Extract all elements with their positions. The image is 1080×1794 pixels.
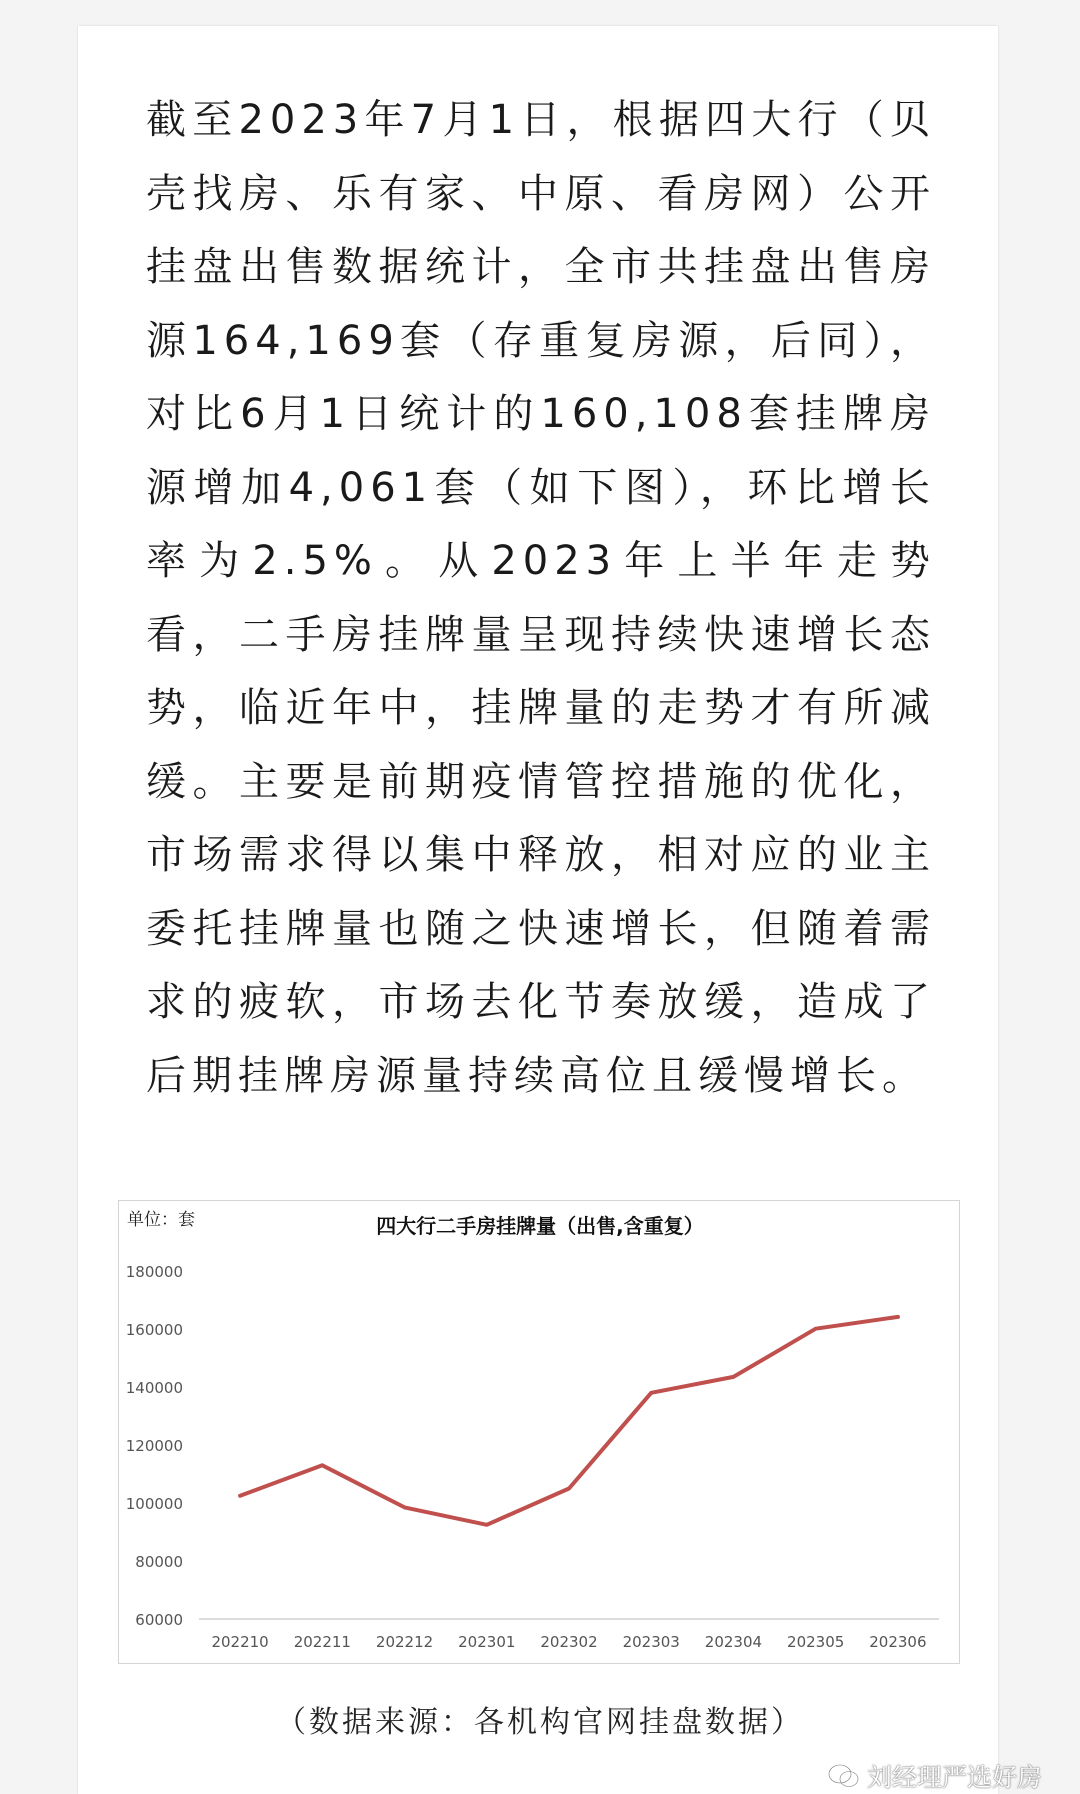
y-tick-label: 80000 <box>135 1553 183 1571</box>
y-tick-label: 120000 <box>125 1437 183 1455</box>
y-tick-label: 180000 <box>125 1263 183 1281</box>
x-tick-label: 202210 <box>211 1633 269 1651</box>
chart-caption: （数据来源：各机构官网挂盘数据） <box>276 1705 804 1740</box>
x-tick-label: 202211 <box>293 1633 351 1651</box>
watermark <box>827 1758 1042 1794</box>
chart-container <box>118 1200 960 1664</box>
data-point <box>814 1327 818 1331</box>
x-tick-label: 202304 <box>704 1633 763 1651</box>
y-tick-label: 140000 <box>125 1379 183 1397</box>
x-tick-label: 202305 <box>787 1633 845 1651</box>
chart-title: 四大行二手房挂牌量（出售,含重复） <box>376 1214 704 1238</box>
x-tick-label: 202303 <box>622 1633 680 1651</box>
data-point <box>485 1523 489 1527</box>
data-point <box>732 1375 736 1379</box>
x-tick-label: 202302 <box>540 1633 598 1651</box>
data-point <box>567 1487 571 1491</box>
data-point <box>321 1464 325 1468</box>
watermark-text: 刘经理严选好房 <box>866 1763 1042 1792</box>
wechat-icon <box>827 1762 861 1790</box>
data-point <box>403 1506 407 1510</box>
line-chart <box>119 1201 961 1665</box>
article-paragraph: 截至2023年7月1日，根据四大行（贝壳找房、乐有家、中原、看房网）公开挂盘出售数据统计，全市共挂盘出售房源164,169套（存重复房源，后同），对比6月1日统计的160,108套挂牌房源增加4,061套（如下图），环比增长率为2.5%。从2023年上半年走势看，二手房挂牌量呈现持续快速增长态势，临近年中，挂牌量的走势才有所减缓。主要是前期疫情管控措施的优化，市场需求得以集中释放，相对应的业主委托挂牌量也随之快速增长，但随着需求的疲软，市场去化节奏放缓，造成了后期挂牌房源量持续高位且缓慢增长。 <box>146 97 936 1099</box>
y-tick-label: 160000 <box>125 1321 183 1339</box>
series-line <box>240 1317 898 1525</box>
data-point <box>649 1391 653 1395</box>
x-tick-label: 202301 <box>458 1633 516 1651</box>
data-point <box>896 1315 900 1319</box>
y-tick-label: 100000 <box>125 1495 183 1513</box>
x-tick-label: 202212 <box>375 1633 434 1651</box>
data-point <box>238 1494 242 1498</box>
chart-unit-label: 单位：套 <box>127 1210 195 1230</box>
x-tick-label: 202306 <box>869 1633 927 1651</box>
y-tick-label: 60000 <box>135 1611 183 1629</box>
